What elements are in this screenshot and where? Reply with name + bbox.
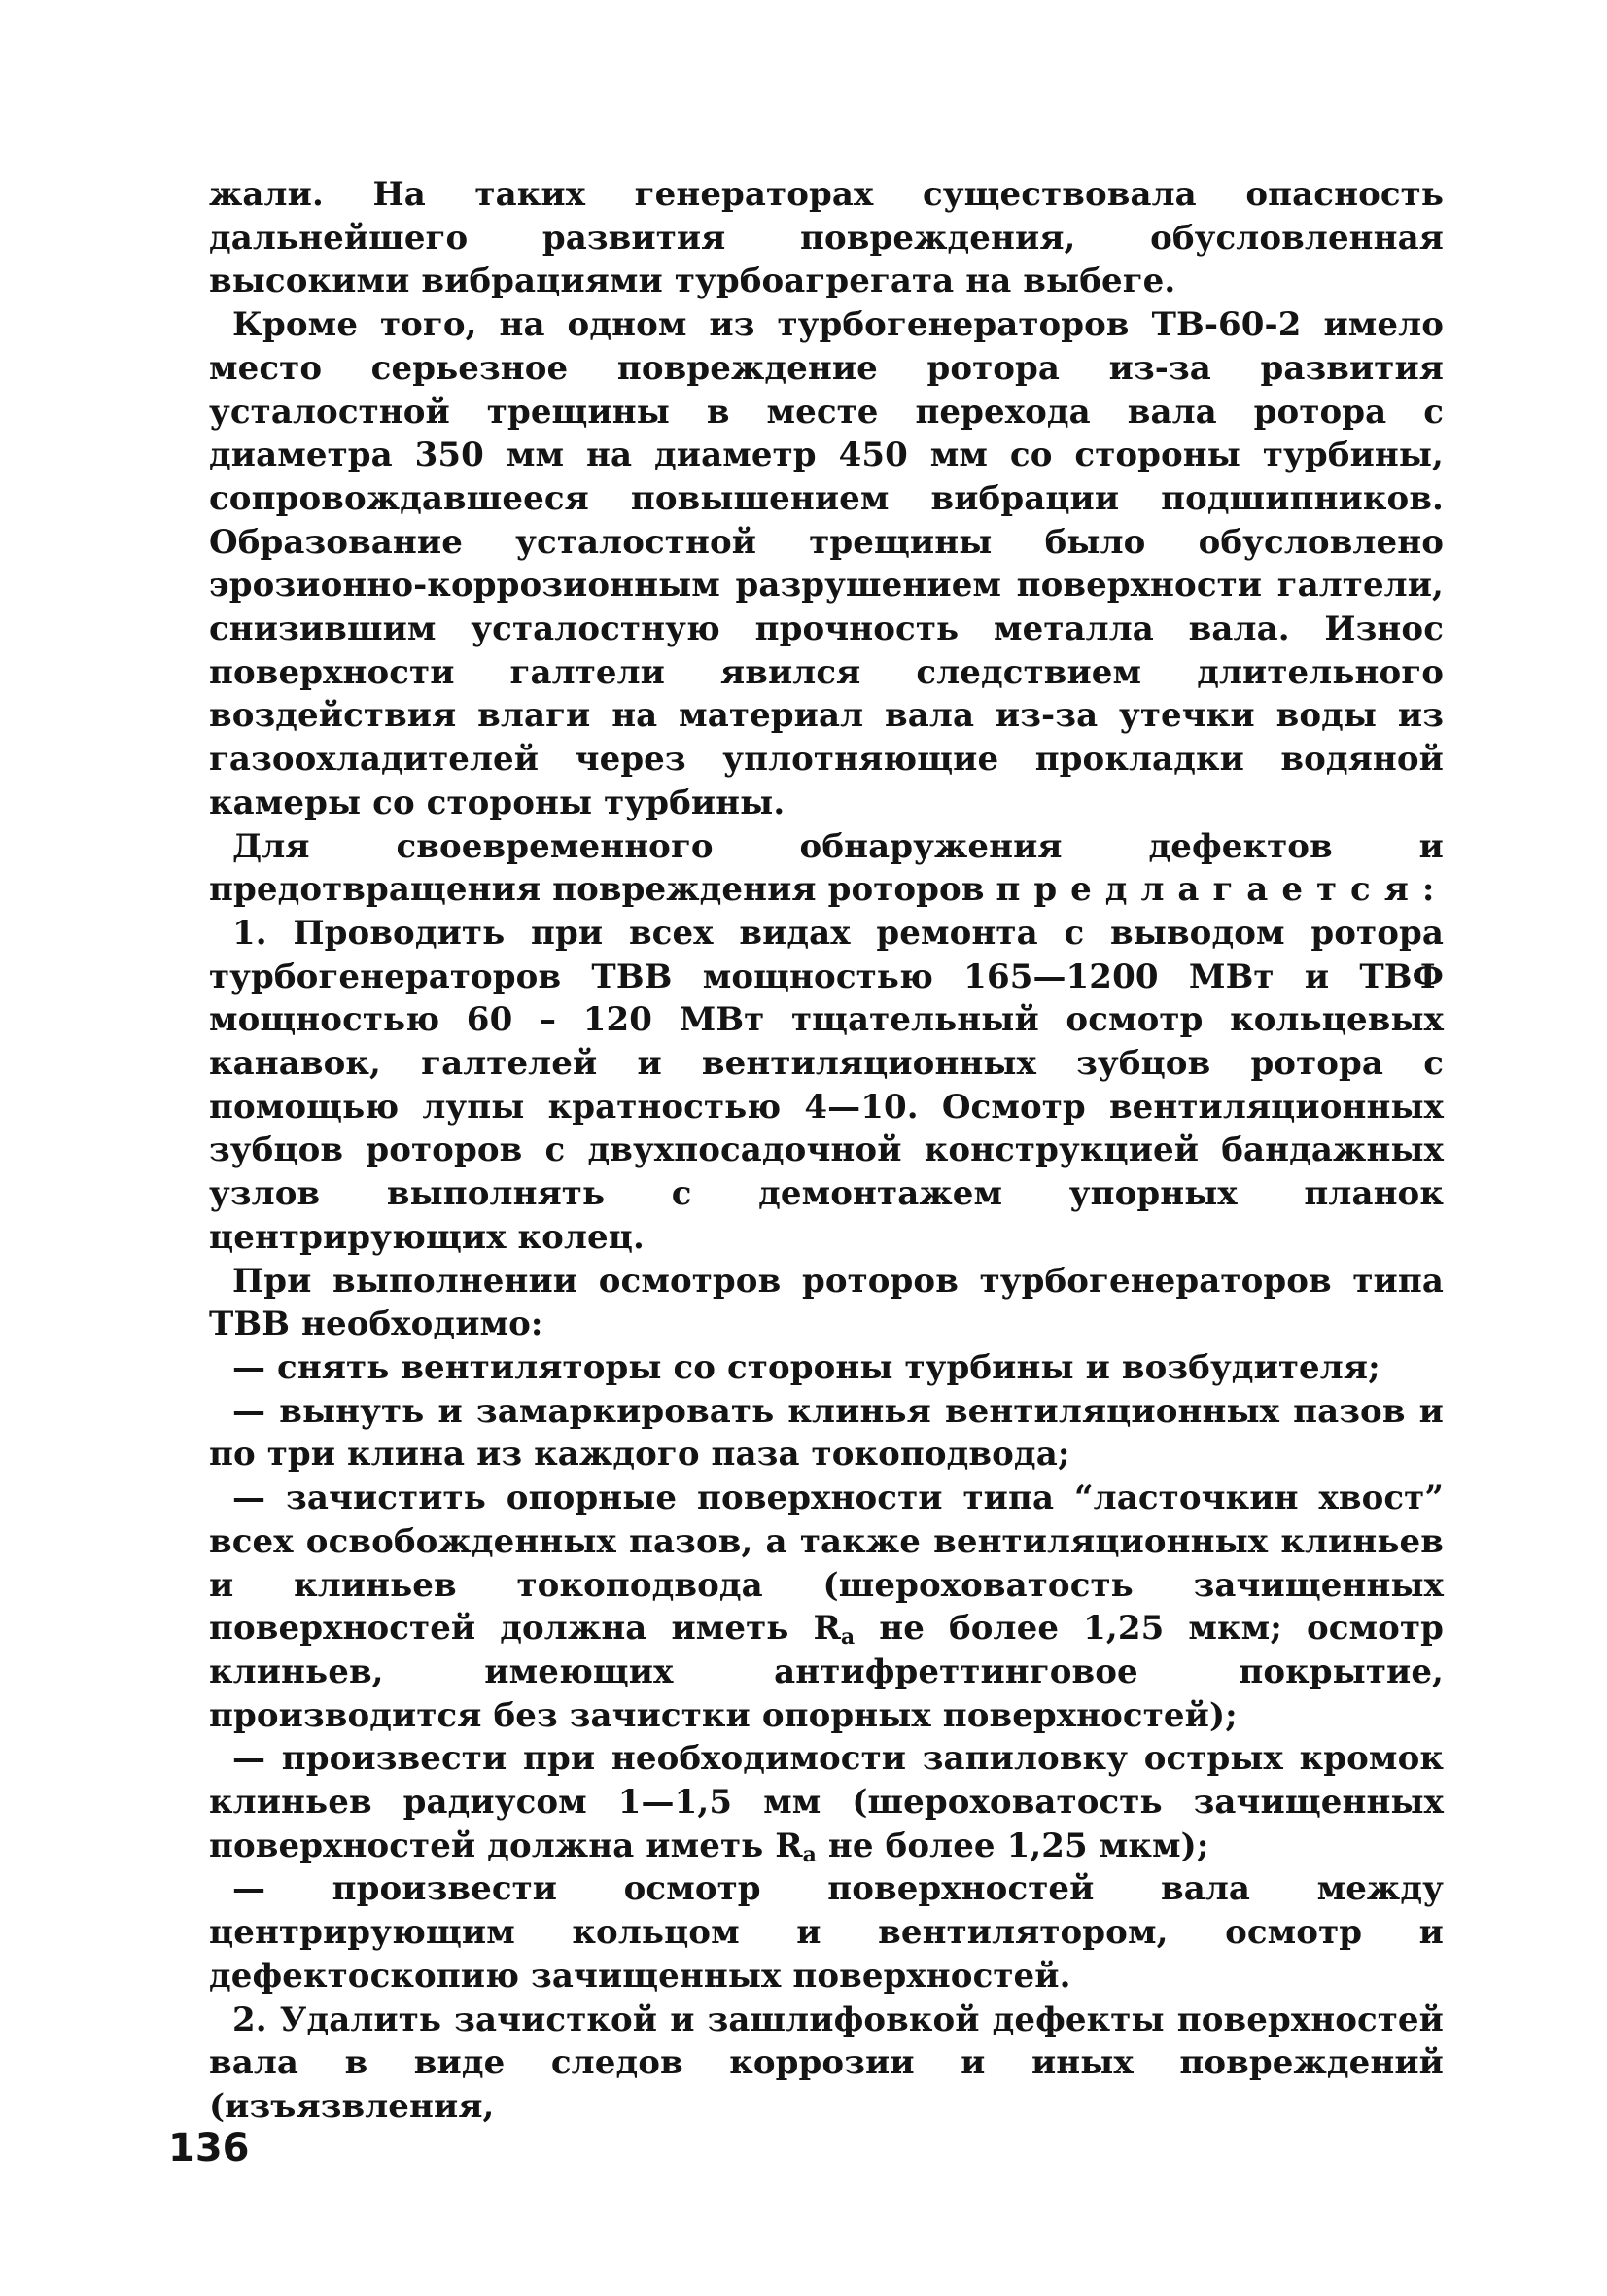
roughness-subscript: a xyxy=(840,1624,856,1651)
list-item-inspect-shaft: — произвести осмотр поверхностей вала между центрирующим кольцом и вентилятором, осмотр и дефектоскопию зачищенных поверхностей. xyxy=(209,1869,1444,1996)
proposal-colon: : xyxy=(1421,870,1435,910)
file-edges-text-end: не более 1,25 мкм); xyxy=(816,1826,1209,1865)
list-item-remove-fans: — снять вентиляторы со стороны турбины и возбудителя; xyxy=(232,1347,1380,1387)
clean-surfaces-text-end: не более 1,25 мкм; осмотр клиньев, имеющих антифреттинговое покрытие, производится без зачистки опорных поверхностей); xyxy=(209,1609,1444,1735)
paragraph-item-2: 2. Удалить зачисткой и зашлифовкой дефекты поверхностей вала в виде следов коррозии и иных повреждений (изъязвления, xyxy=(209,2000,1444,2126)
proposal-spaced-word: предлагается xyxy=(996,870,1422,910)
list-item-clean-surfaces xyxy=(209,1477,1444,1737)
proposal-intro-text: Для своевременного обнаружения дефектов и предотвращения повреждения роторов xyxy=(209,826,1444,910)
list-item-remove-wedges: — вынуть и замаркировать клинья вентиляционных пазов и по три клина из каждого паза токоподвода; xyxy=(209,1391,1444,1475)
paragraph-tv60-damage: Кроме того, на одном из турбогенераторов ТВ-60-2 имело место серьезное повреждение ротора из-за развития усталостной трещины в месте перехода вала ротора с диаметра 350 мм на диаметр 450 мм со стороны турбины, сопровождавшееся повышением вибрации подшипников. Образование усталостной трещины было обусловлено эрозионно-коррозионным разрушением поверхности галтели, снизившим усталостную прочность металла вала. Износ поверхности галтели явился следствием длительного воздействия влаги на материал вала из-за утечки воды из газоохладителей через уплотняющие прокладки водяной камеры со стороны турбины. xyxy=(209,305,1444,822)
body-text xyxy=(209,173,1444,2129)
paragraph-proposal-intro xyxy=(209,825,1444,912)
paragraph-tvv-inspection: При выполнении осмотров роторов турбогенераторов типа ТВВ необходимо: xyxy=(209,1261,1444,1344)
list-item-file-edges xyxy=(209,1737,1444,1867)
paragraph-item-1: 1. Проводить при всех видах ремонта с выводом ротора турбогенераторов ТВВ мощностью 165—1200 МВт и ТВФ мощностью 60 – 120 МВт тщательный осмотр кольцевых канавок, галтелей и вентиляционных зубцов ротора с помощью лупы кратностью 4—10. Осмотр вентиляционных зубцов роторов с двухпосадочной конструкцией бандажных узлов выполнять с демонтажем упорных планок центрирующих колец. xyxy=(209,913,1444,1257)
paragraph-continuation: жали. На таких генераторах существовала опасность дальнейшего развития повреждения, обусловленная высокими вибрациями турбоагрегата на выбеге. xyxy=(209,175,1444,301)
file-edges-text: — произвести при необходимости запиловку острых кромок клиньев радиусом 1—1,5 мм (шероховатость зачищенных поверхностей должна иметь R xyxy=(209,1739,1444,1865)
clean-surfaces-text: — зачистить опорные поверхности типа “ласточкин хвост” всех освобожденных пазов, а также вентиляционных клиньев и клиньев токоподвода (шероховатость зачищенных поверхностей должна иметь R xyxy=(209,1478,1444,1649)
roughness-subscript-2: a xyxy=(802,1841,817,1867)
page-number: 136 xyxy=(168,2126,250,2171)
